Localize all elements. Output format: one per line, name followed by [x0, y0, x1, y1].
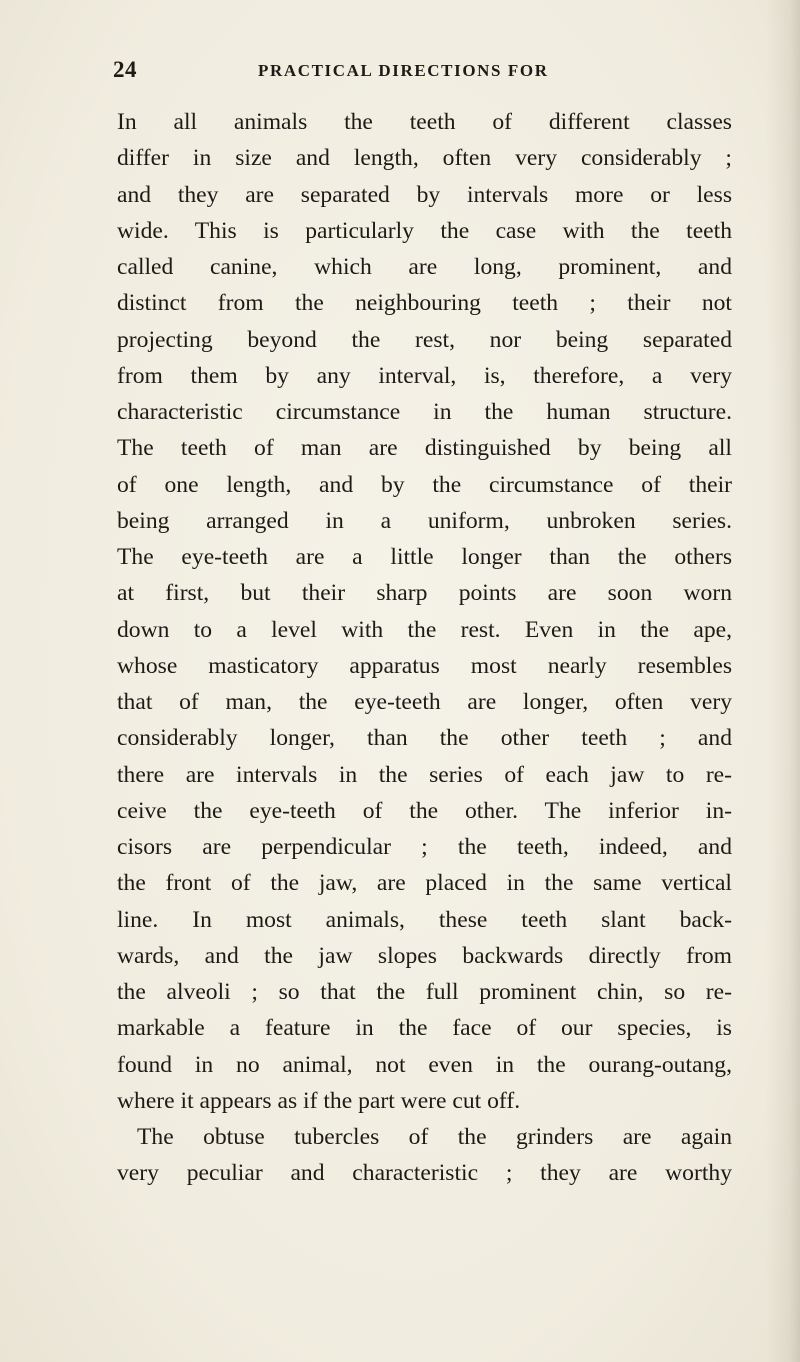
text-line: The eye-teeth are a little longer than the others	[117, 544, 732, 570]
running-title: PRACTICAL DIRECTIONS FOR	[258, 61, 549, 80]
text-line: markable a feature in the face of our species, is	[117, 1015, 732, 1042]
text-line: called canine, which are long, prominent, and	[117, 254, 732, 280]
text-line: down to a level with the rest. Even in the ape,	[117, 616, 732, 643]
page-edge-shadow	[766, 0, 800, 1362]
text-line: the alveoli ; so that the full prominent chin, so re-	[117, 979, 732, 1005]
text-line: distinct from the neighbouring teeth ; their not	[117, 290, 732, 317]
body-text	[117, 104, 732, 1192]
text-line: cisors are perpendicular ; the teeth, indeed, and	[117, 834, 732, 860]
text-line: the front of the jaw, are placed in the same vertical	[117, 870, 732, 897]
text-line: In all animals the teeth of different classes	[117, 109, 732, 135]
text-line: at first, but their sharp points are soon worn	[117, 580, 732, 607]
text-line: and they are separated by intervals more or less	[117, 181, 732, 208]
text-line: where it appears as if the part were cut off.	[117, 1087, 521, 1114]
text-line: very peculiar and characteristic ; they are worthy	[117, 1160, 732, 1187]
text-line: there are intervals in the series of each jaw to re-	[117, 761, 732, 788]
page-header	[113, 56, 587, 84]
text-line: of one length, and by the circumstance of their	[117, 471, 732, 498]
text-line: wards, and the jaw slopes backwards directly from	[117, 942, 732, 969]
text-line: being arranged in a uniform, unbroken series.	[117, 507, 732, 534]
text-line: projecting beyond the rest, nor being separated	[117, 326, 732, 353]
page-number: 24	[113, 57, 137, 82]
text-line: whose masticatory apparatus most nearly resembles	[117, 652, 732, 679]
text-line: from them by any interval, is, therefore, a very	[117, 362, 732, 389]
paragraph-first-line: The obtuse tubercles of the grinders are again	[137, 1124, 732, 1150]
text-line: characteristic circumstance in the human structure.	[117, 399, 732, 425]
text-line: The teeth of man are distinguished by being all	[117, 435, 732, 462]
text-line: wide. This is particularly the case with the teeth	[117, 217, 732, 244]
text-line: found in no animal, not even in the ourang-outang,	[117, 1051, 732, 1078]
text-line: ceive the eye-teeth of the other. The inferior in-	[117, 797, 732, 824]
text-line: differ in size and length, often very considerably ;	[117, 145, 732, 172]
text-line: that of man, the eye-teeth are longer, often very	[117, 689, 732, 715]
text-line: line. In most animals, these teeth slant back-	[117, 906, 732, 933]
text-line: considerably longer, than the other teeth ; and	[117, 725, 732, 752]
